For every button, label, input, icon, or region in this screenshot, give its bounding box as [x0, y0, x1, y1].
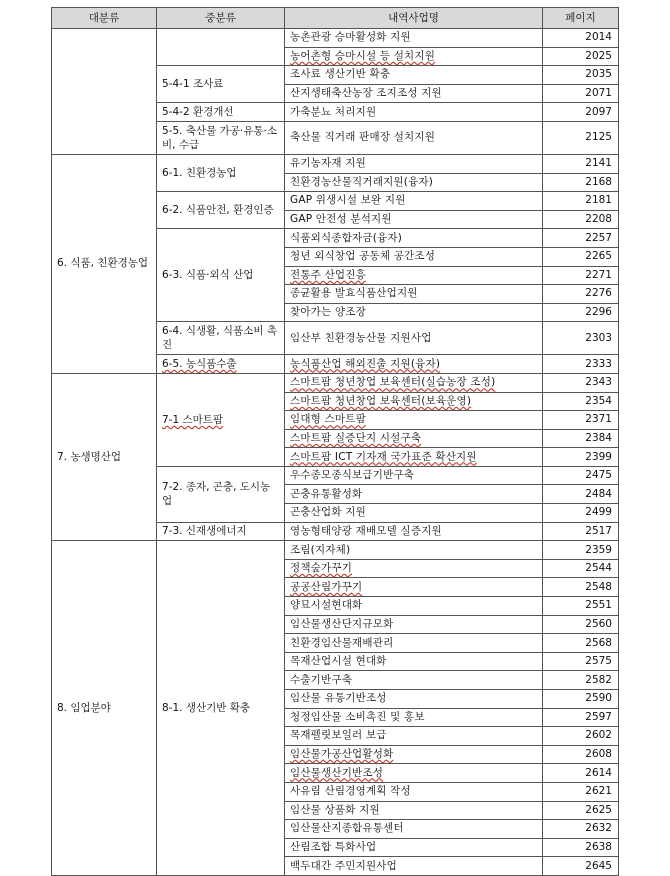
- page-number: 2621: [543, 782, 619, 801]
- middle-category-cell: [157, 29, 285, 66]
- page-number: 2625: [543, 801, 619, 820]
- project-name: 청정임산물 소비촉진 및 홍보: [285, 708, 543, 727]
- page-number: 2544: [543, 559, 619, 578]
- project-name: 공공산림가꾸기: [285, 578, 543, 597]
- page-number: 2384: [543, 429, 619, 448]
- project-name: 임산물 상품화 지원: [285, 801, 543, 820]
- page-number: 2484: [543, 485, 619, 504]
- project-name: 사유림 산림경영계획 작성: [285, 782, 543, 801]
- page-number: 2582: [543, 671, 619, 690]
- page-number: 2560: [543, 615, 619, 634]
- page-number: 2014: [543, 29, 619, 48]
- project-name: 임대형 스마트팜: [285, 411, 543, 430]
- middle-category-cell: 7-1 스마트팜: [157, 373, 285, 466]
- page-number: 2181: [543, 192, 619, 211]
- middle-category-cell: 6-4. 식생활, 식품소비 촉진: [157, 322, 285, 355]
- page-number: 2517: [543, 522, 619, 541]
- page-number: 2590: [543, 690, 619, 709]
- project-name: 조사료 생산기반 확충: [285, 66, 543, 85]
- page-number: 2257: [543, 229, 619, 248]
- middle-category-cell: 5-5. 축산물 가공·유통·소비, 수급: [157, 121, 285, 154]
- project-name: 영농형태양광 재배모델 실증지원: [285, 522, 543, 541]
- project-name: 임산물산지종합유통센터: [285, 820, 543, 839]
- page-number: 2097: [543, 103, 619, 122]
- page-number: 2141: [543, 154, 619, 173]
- page-number: 2265: [543, 247, 619, 266]
- page-number: 2354: [543, 392, 619, 411]
- header-major-category: 대분류: [52, 8, 157, 29]
- page-number: 2371: [543, 411, 619, 430]
- page-number: 2645: [543, 857, 619, 876]
- project-name: 임산물 유통기반조성: [285, 690, 543, 709]
- table-row: [52, 29, 619, 48]
- project-name: 산지생태축산농장 조지조성 지원: [285, 84, 543, 103]
- table-row: [52, 373, 619, 392]
- page-number: 2548: [543, 578, 619, 597]
- page-number: 2025: [543, 47, 619, 66]
- page-number: 2276: [543, 285, 619, 304]
- header-project-name: 내역사업명: [285, 8, 543, 29]
- table-header-row: [52, 8, 619, 29]
- table-row: [52, 154, 619, 173]
- project-name: 조림(지자체): [285, 541, 543, 560]
- project-name: 전통주 산업진흥: [285, 266, 543, 285]
- page-number: 2343: [543, 373, 619, 392]
- page-number: 2614: [543, 764, 619, 783]
- page-number: 2208: [543, 210, 619, 229]
- page-number: 2551: [543, 597, 619, 616]
- project-name: 친환경임산물재배관리: [285, 634, 543, 653]
- project-name: 스마트팜 청년창업 보육센터(실습농장 조성): [285, 373, 543, 392]
- project-name: 종균활용 발효식품산업지원: [285, 285, 543, 304]
- middle-category-cell: 6-1. 친환경농업: [157, 154, 285, 191]
- project-name: 우수종모종식보급기반구축: [285, 466, 543, 485]
- major-category-cell: 6. 식품, 친환경농업: [52, 154, 157, 373]
- project-name: 찾아가는 양조장: [285, 303, 543, 322]
- project-name: 친환경농산물직거래지원(융자): [285, 173, 543, 192]
- middle-category-cell: 5-4-1 조사료: [157, 66, 285, 103]
- project-name: 농어촌형 승마시설 등 설치지원: [285, 47, 543, 66]
- middle-category-cell: 6-3. 식품·외식 산업: [157, 229, 285, 322]
- middle-category-cell: 5-4-2 환경개선: [157, 103, 285, 122]
- page-number: 2597: [543, 708, 619, 727]
- project-name: 수출기반구축: [285, 671, 543, 690]
- project-name: 곤충유통활성화: [285, 485, 543, 504]
- project-name: 임산물가공산업활성화: [285, 745, 543, 764]
- project-name: 유기농자재 지원: [285, 154, 543, 173]
- major-category-cell: [52, 29, 157, 155]
- project-name: 농촌관광 승마활성화 지원: [285, 29, 543, 48]
- page-number: 2071: [543, 84, 619, 103]
- middle-category-cell: 6-5. 농식품수출: [157, 355, 285, 374]
- project-name: 목재산업시설 현대화: [285, 652, 543, 671]
- project-name: 정책숲가꾸기: [285, 559, 543, 578]
- project-name: 임산물생산단지규모화: [285, 615, 543, 634]
- page-number: 2359: [543, 541, 619, 560]
- table-row: [52, 541, 619, 560]
- project-name: 산림조합 특화사업: [285, 838, 543, 857]
- page-number: 2499: [543, 504, 619, 523]
- page-number: 2602: [543, 727, 619, 746]
- project-name: 식품외식종합자금(융자): [285, 229, 543, 248]
- page-number: 2125: [543, 121, 619, 154]
- project-name: 임산물생산기반조성: [285, 764, 543, 783]
- header-middle-category: 중분류: [157, 8, 285, 29]
- page-number: 2333: [543, 355, 619, 374]
- project-name: 청년 외식창업 공동체 공간조성: [285, 247, 543, 266]
- page-number: 2035: [543, 66, 619, 85]
- major-category-cell: 8. 임업분야: [52, 541, 157, 876]
- page-number: 2568: [543, 634, 619, 653]
- project-name: 백두대간 주민지원사업: [285, 857, 543, 876]
- project-name: GAP 안전성 분석지원: [285, 210, 543, 229]
- project-name: GAP 위생시설 보완 지원: [285, 192, 543, 211]
- project-name: 스마트팜 ICT 기자재 국가표준 확산지원: [285, 448, 543, 467]
- page-number: 2475: [543, 466, 619, 485]
- project-index-table: [51, 7, 619, 876]
- page-number: 2608: [543, 745, 619, 764]
- project-name: 가축분뇨 처리지원: [285, 103, 543, 122]
- project-name: 곤충산업화 지원: [285, 504, 543, 523]
- project-name: 농식품산업 해외진출 지원(융자): [285, 355, 543, 374]
- page-number: 2575: [543, 652, 619, 671]
- middle-category-cell: 7-3. 신재생에너지: [157, 522, 285, 541]
- middle-category-cell: 6-2. 식품안전, 환경인증: [157, 192, 285, 229]
- project-name: 스마트팜 실증단지 시설구축: [285, 429, 543, 448]
- project-name: 임산부 친환경농산물 지원사업: [285, 322, 543, 355]
- project-name: 축산물 직거래 판매장 설치지원: [285, 121, 543, 154]
- project-name: 양묘시설현대화: [285, 597, 543, 616]
- page-number: 2399: [543, 448, 619, 467]
- middle-category-cell: 8-1. 생산기반 확충: [157, 541, 285, 876]
- middle-category-cell: 7-2. 종자, 곤충, 도시농업: [157, 466, 285, 522]
- page-number: 2168: [543, 173, 619, 192]
- page-number: 2632: [543, 820, 619, 839]
- project-name: 목재펠릿보일러 보급: [285, 727, 543, 746]
- page-number: 2296: [543, 303, 619, 322]
- major-category-cell: 7. 농생명산업: [52, 373, 157, 540]
- page-number: 2271: [543, 266, 619, 285]
- page-number: 2303: [543, 322, 619, 355]
- project-name: 스마트팜 청년창업 보육센터(보육운영): [285, 392, 543, 411]
- page-number: 2638: [543, 838, 619, 857]
- header-page: 페이지: [543, 8, 619, 29]
